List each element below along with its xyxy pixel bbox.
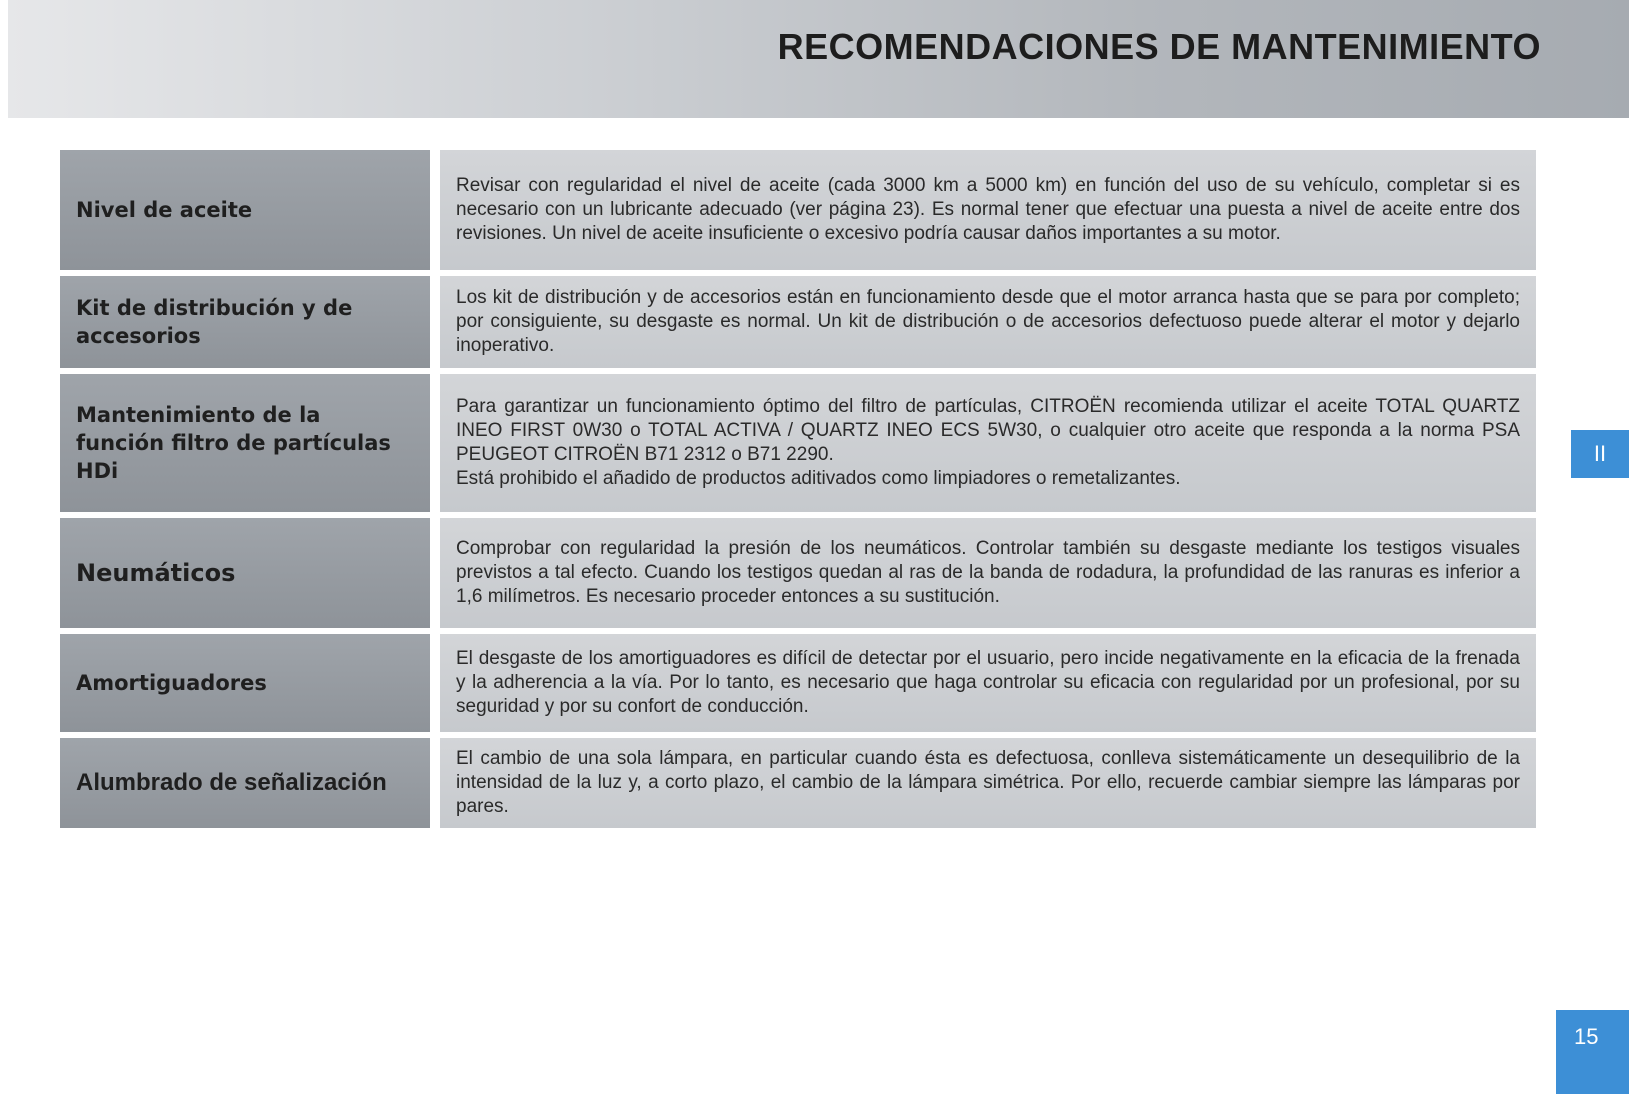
row-label-cell [60, 518, 430, 628]
row-description: Los kit de distribución y de accesorios están en funcionamiento desde que el motor arranca hasta que se para por completo; por consiguiente, su desgaste es normal. Un kit de distribución o de accesorios defectuoso puede alterar el motor y dejarlo inoperativo. [456, 287, 1520, 356]
maintenance-table [60, 150, 1536, 834]
row-label: Kit de distribución y de accesorios [76, 296, 353, 348]
row-description: Revisar con regularidad el nivel de aceite (cada 3000 km a 5000 km) en función del uso de su vehículo, completar si es necesario con un lubricante adecuado (ver página 23). Es normal tener que efectuar una puesta a nivel de aceite entre dos revisiones. Un nivel de aceite insuficiente o excesivo podría causar daños importantes a su motor. [456, 175, 1520, 244]
row-label-cell [60, 374, 430, 512]
row-label-cell [60, 276, 430, 368]
page-title: RECOMENDACIONES DE MANTENIMIENTO [777, 26, 1541, 67]
row-description: Comprobar con regularidad la presión de los neumáticos. Controlar también su desgaste mediante los testigos visuales previstos a tal efecto. Cuando los testigos quedan al ras de la banda de rodadura, la profundidad de las ranuras es inferior a 1,6 milímetros. Es necesario proceder entonces a su sustitución. [456, 538, 1520, 607]
row-label-cell [60, 150, 430, 270]
row-label: Mantenimiento de la función filtro de partículas HDi [76, 403, 391, 483]
page-header [8, 0, 1629, 118]
table-row [60, 276, 1536, 368]
row-description-cell [440, 276, 1536, 368]
row-description-cell [440, 634, 1536, 732]
row-label: Amortiguadores [76, 671, 267, 695]
row-description: Para garantizar un funcionamiento óptimo del filtro de partículas, CITROËN recomienda utilizar el aceite TOTAL QUARTZ INEO FIRST 0W30 o TOTAL ACTIVA / QUARTZ INEO ECS 5W30, o cualquier otro aceite que responda a la norma PSA PEUGEOT CITROËN B71 2312 o B71 2290. [456, 396, 1520, 465]
table-row [60, 634, 1536, 732]
row-label-cell [60, 634, 430, 732]
row-description-note: Está prohibido el añadido de productos aditivados como limpiadores o remetalizantes. [456, 468, 1181, 489]
table-row [60, 374, 1536, 512]
row-description: El cambio de una sola lámpara, en particular cuando ésta es defectuosa, conlleva sistemáticamente un desequilibrio de la intensidad de la luz y, a corto plazo, el cambio de la lámpara simétrica. Por ello, recuerde cambiar siempre las lámparas por pares. [456, 748, 1520, 817]
row-description-cell [440, 738, 1536, 828]
row-description-cell [440, 374, 1536, 512]
table-row [60, 150, 1536, 270]
page-number: 15 [1556, 1010, 1629, 1094]
row-label: Neumáticos [76, 559, 236, 587]
row-label: Alumbrado de señalización [76, 769, 387, 796]
row-description-cell [440, 518, 1536, 628]
table-row [60, 518, 1536, 628]
row-description: El desgaste de los amortiguadores es difícil de detectar por el usuario, pero incide negativamente en la eficacia de la frenada y la adherencia a la vía. Por lo tanto, es necesario que haga controlar su eficacia con regularidad por un profesional, por su seguridad y por su confort de conducción. [456, 648, 1520, 717]
row-description-cell [440, 150, 1536, 270]
row-label: Nivel de aceite [76, 198, 253, 222]
row-label-cell [60, 738, 430, 828]
table-row [60, 738, 1536, 828]
chapter-tab[interactable]: II [1571, 430, 1629, 478]
